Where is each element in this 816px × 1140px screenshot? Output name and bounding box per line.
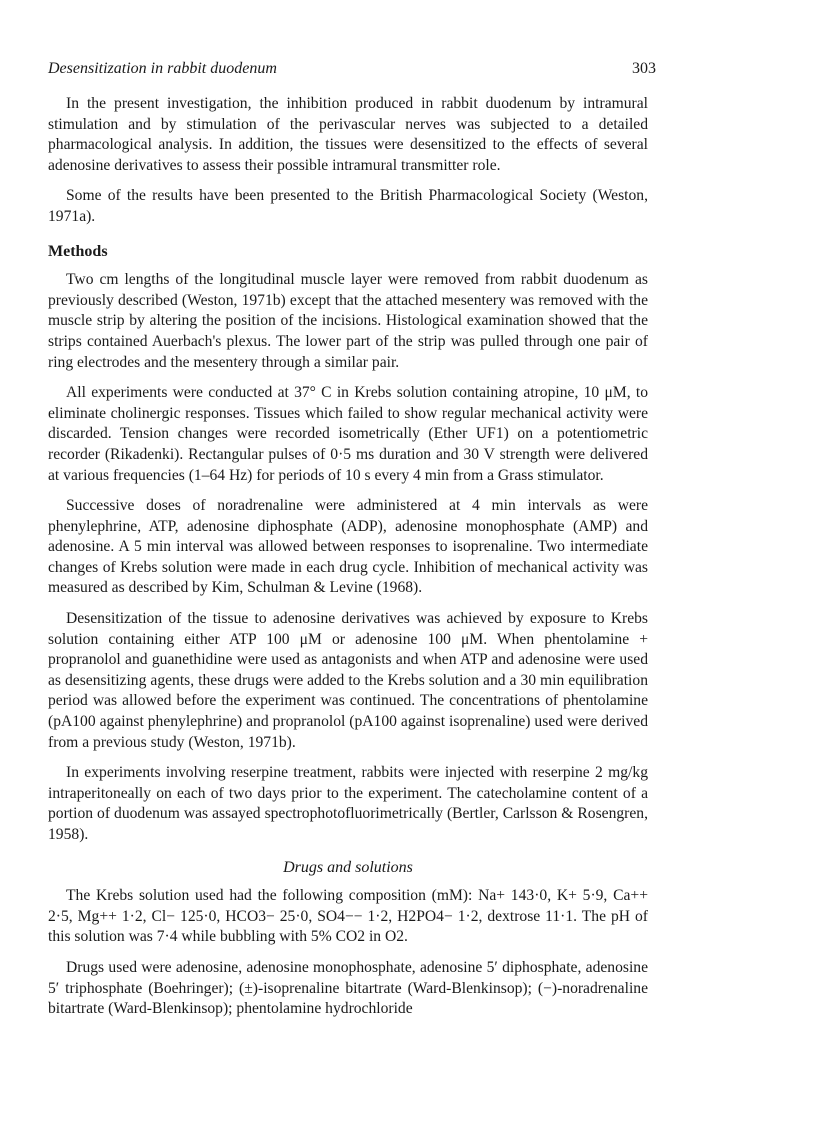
running-head bbox=[48, 60, 656, 78]
methods-paragraph-4: Desensitization of the tissue to adenosine derivatives was achieved by exposure to Krebs solution containing either ATP 100 μM or adenosine 100 μM. When phentolamine + propranolol and guanethidine were used as antagonists and when ATP and adenosine were used as desensitizing agents, these drugs were added to the Krebs solution and a 30 min equilibration period was allowed before the experiment was continued. The concentrations of phentolamine (pA100 against phenylephrine) and propranolol (pA100 against isoprenaline) used were derived from a previous study (Weston, 1971b). bbox=[48, 610, 648, 751]
drugs-heading: Drugs and solutions bbox=[283, 858, 413, 876]
intro-paragraph-1: In the present investigation, the inhibition produced in rabbit duodenum by intramural stimulation and by stimulation of the perivascular nerves was subjected to a detailed pharmacological analysis. In addition, the tissues were desensitized to the effects of several adenosine derivatives to assess their possible intramural transmitter role. bbox=[48, 95, 648, 174]
page-number: 303 bbox=[632, 60, 656, 77]
intro-paragraph-2: Some of the results have been presented to the British Pharmacological Society (Weston, 1971a). bbox=[48, 187, 648, 225]
methods-heading: Methods bbox=[48, 242, 108, 260]
methods-paragraph-2: All experiments were conducted at 37° C in Krebs solution containing atropine, 10 μM, to eliminate cholinergic responses. Tissues which failed to show regular mechanical activity were discarded. Tension changes were recorded isometrically (Ether UF1) on a potentiometric recorder (Rikadenki). Rectangular pulses of 0·5 ms duration and 30 V strength were delivered at various frequencies (1–64 Hz) for periods of 10 s every 4 min from a Grass stimulator. bbox=[48, 384, 648, 484]
drugs-paragraph-1: The Krebs solution used had the following composition (mM): Na+ 143·0, K+ 5·9, Ca++ 2·5, Mg++ 1·2, Cl− 125·0, HCO3− 25·0, SO4−− 1·2, H2PO4− 1·2, dextrose 11·1. The pH of this solution was 7·4 while bubbling with 5% CO2 in O2. bbox=[48, 887, 648, 946]
running-title: Desensitization in rabbit duodenum bbox=[48, 60, 277, 77]
methods-paragraph-1: Two cm lengths of the longitudinal muscle layer were removed from rabbit duodenum as previously described (Weston, 1971b) except that the attached mesentery was removed with the muscle strip by altering the position of the incisions. Histological examination showed that the strips contained Auerbach's plexus. The lower part of the strip was pulled through one pair of ring electrodes and the mesentery through a similar pair. bbox=[48, 271, 648, 371]
methods-paragraph-5: In experiments involving reserpine treatment, rabbits were injected with reserpine 2 mg/kg intraperitoneally on each of two days prior to the experiment. The catecholamine content of a portion of duodenum was assayed spectrophotofluorimetrically (Bertler, Carlsson & Rosengren, 1958). bbox=[48, 764, 648, 843]
drugs-paragraph-2: Drugs used were adenosine, adenosine monophosphate, adenosine 5′ diphosphate, adenosine 5′ triphosphate (Boehringer); (±)-isoprenaline bitartrate (Ward-Blenkinsop); (−)-noradrenaline bitartrate (Ward-Blenkinsop); phentolamine hydrochloride bbox=[48, 958, 648, 1018]
methods-paragraph-3: Successive doses of noradrenaline were administered at 4 min intervals as were phenylephrine, ATP, adenosine diphosphate (ADP), adenosine monophosphate (AMP) and adenosine. A 5 min interval was allowed between responses to isoprenaline. Two intermediate changes of Krebs solution were made in each drug cycle. Inhibition of mechanical activity was measured as described by Kim, Schulman & Levine (1968). bbox=[48, 497, 648, 597]
article-body bbox=[48, 94, 648, 1030]
